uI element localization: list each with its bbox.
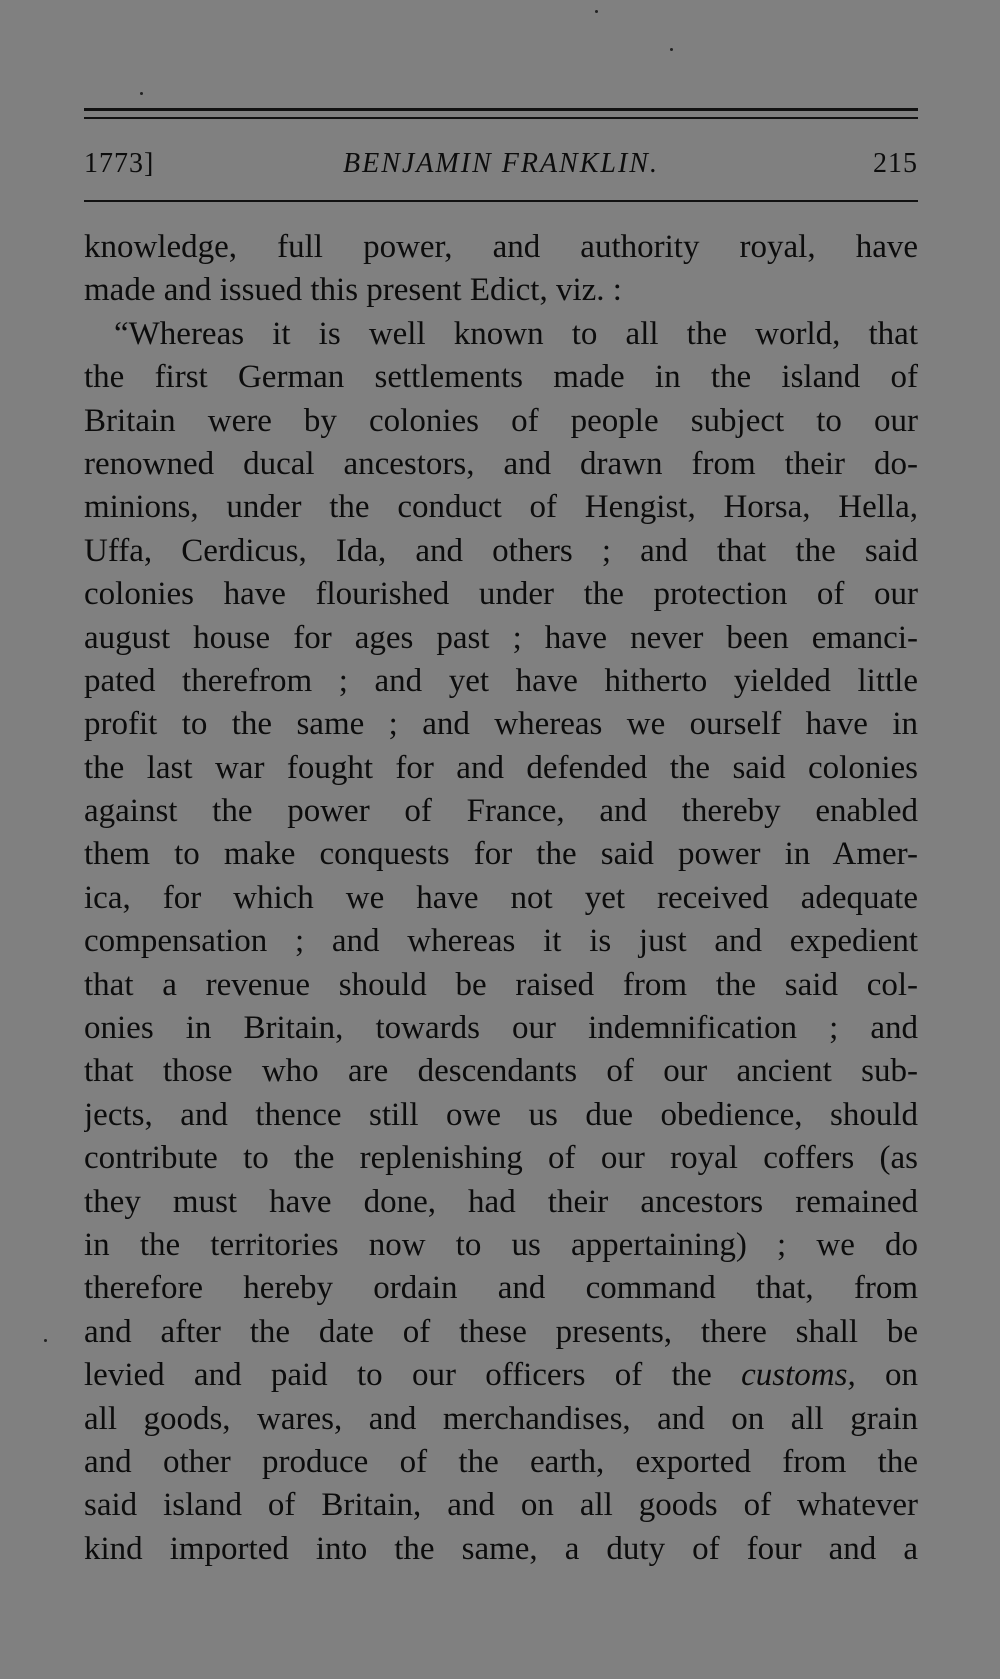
header-bottom-rule bbox=[84, 200, 918, 202]
text-line: that a revenue should be raised from the said col- bbox=[84, 966, 918, 1003]
body-text bbox=[84, 226, 918, 1571]
italic-word-customs: customs, bbox=[741, 1357, 856, 1394]
top-rule-thick bbox=[84, 108, 918, 111]
running-head-title: BENJAMIN FRANKLIN. bbox=[343, 148, 659, 179]
text-line: them to make conquests for the said power in Amer- bbox=[84, 836, 918, 873]
text-line: pated therefrom ; and yet have hitherto yielded little bbox=[84, 662, 918, 699]
text-line: in the territories now to us appertaining) ; we do bbox=[84, 1226, 918, 1263]
scan-speck bbox=[140, 92, 143, 95]
text-line: Uffa, Cerdicus, Ida, and others ; and that the said bbox=[84, 532, 918, 569]
running-head bbox=[84, 148, 918, 188]
text-line-customs bbox=[84, 1354, 918, 1397]
text-line: contribute to the replenishing of our royal coffers (as bbox=[84, 1140, 918, 1177]
text-line: august house for ages past ; have never been emanci- bbox=[84, 619, 918, 656]
text-line: all goods, wares, and merchandises, and on all grain bbox=[84, 1400, 918, 1437]
top-rule-thin bbox=[84, 117, 918, 119]
text-line: knowledge, full power, and authority royal, have bbox=[84, 229, 918, 265]
text-line: therefore hereby ordain and command that, from bbox=[84, 1270, 918, 1307]
text-line: they must have done, had their ancestors remained bbox=[84, 1183, 918, 1220]
text-line: and after the date of these presents, there shall be bbox=[84, 1313, 918, 1350]
text-segment: levied and paid to our officers of the bbox=[84, 1357, 742, 1394]
text-line: the first German settlements made in the island of bbox=[84, 359, 918, 396]
text-line: colonies have flourished under the protection of our bbox=[84, 576, 918, 613]
text-segment: on bbox=[855, 1357, 918, 1394]
text-line: against the power of France, and thereby enabled bbox=[84, 793, 918, 830]
scan-speck bbox=[595, 10, 598, 13]
page-number: 215 bbox=[873, 148, 918, 179]
text-line: said island of Britain, and on all goods of whatever bbox=[84, 1487, 918, 1524]
text-line: compensation ; and whereas it is just and expedient bbox=[84, 923, 918, 960]
text-line: minions, under the conduct of Hengist, Horsa, Hella, bbox=[84, 489, 918, 526]
text-line: Britain were by colonies of people subject to our bbox=[84, 402, 918, 439]
text-line: and other produce of the earth, exported from the bbox=[84, 1443, 918, 1480]
text-line: onies in Britain, towards our indemnification ; and bbox=[84, 1010, 918, 1047]
running-head-year: 1773] bbox=[84, 148, 155, 179]
scan-speck bbox=[670, 48, 673, 51]
text-line: profit to the same ; and whereas we ourself have in bbox=[84, 706, 918, 743]
text-line: kind imported into the same, a duty of four and a bbox=[84, 1530, 918, 1567]
text-line: “Whereas it is well known to all the world, that bbox=[114, 315, 918, 352]
text-line: ica, for which we have not yet received adequate bbox=[84, 879, 918, 916]
text-line: renowned ducal ancestors, and drawn from their do- bbox=[84, 445, 918, 482]
text-line: jects, and thence still owe us due obedience, should bbox=[84, 1096, 918, 1133]
text-line: that those who are descendants of our ancient sub- bbox=[84, 1053, 918, 1090]
scan-speck bbox=[44, 1339, 47, 1342]
text-line: made and issued this present Edict, viz. : bbox=[84, 272, 622, 309]
text-line: the last war fought for and defended the said colonies bbox=[84, 749, 918, 786]
